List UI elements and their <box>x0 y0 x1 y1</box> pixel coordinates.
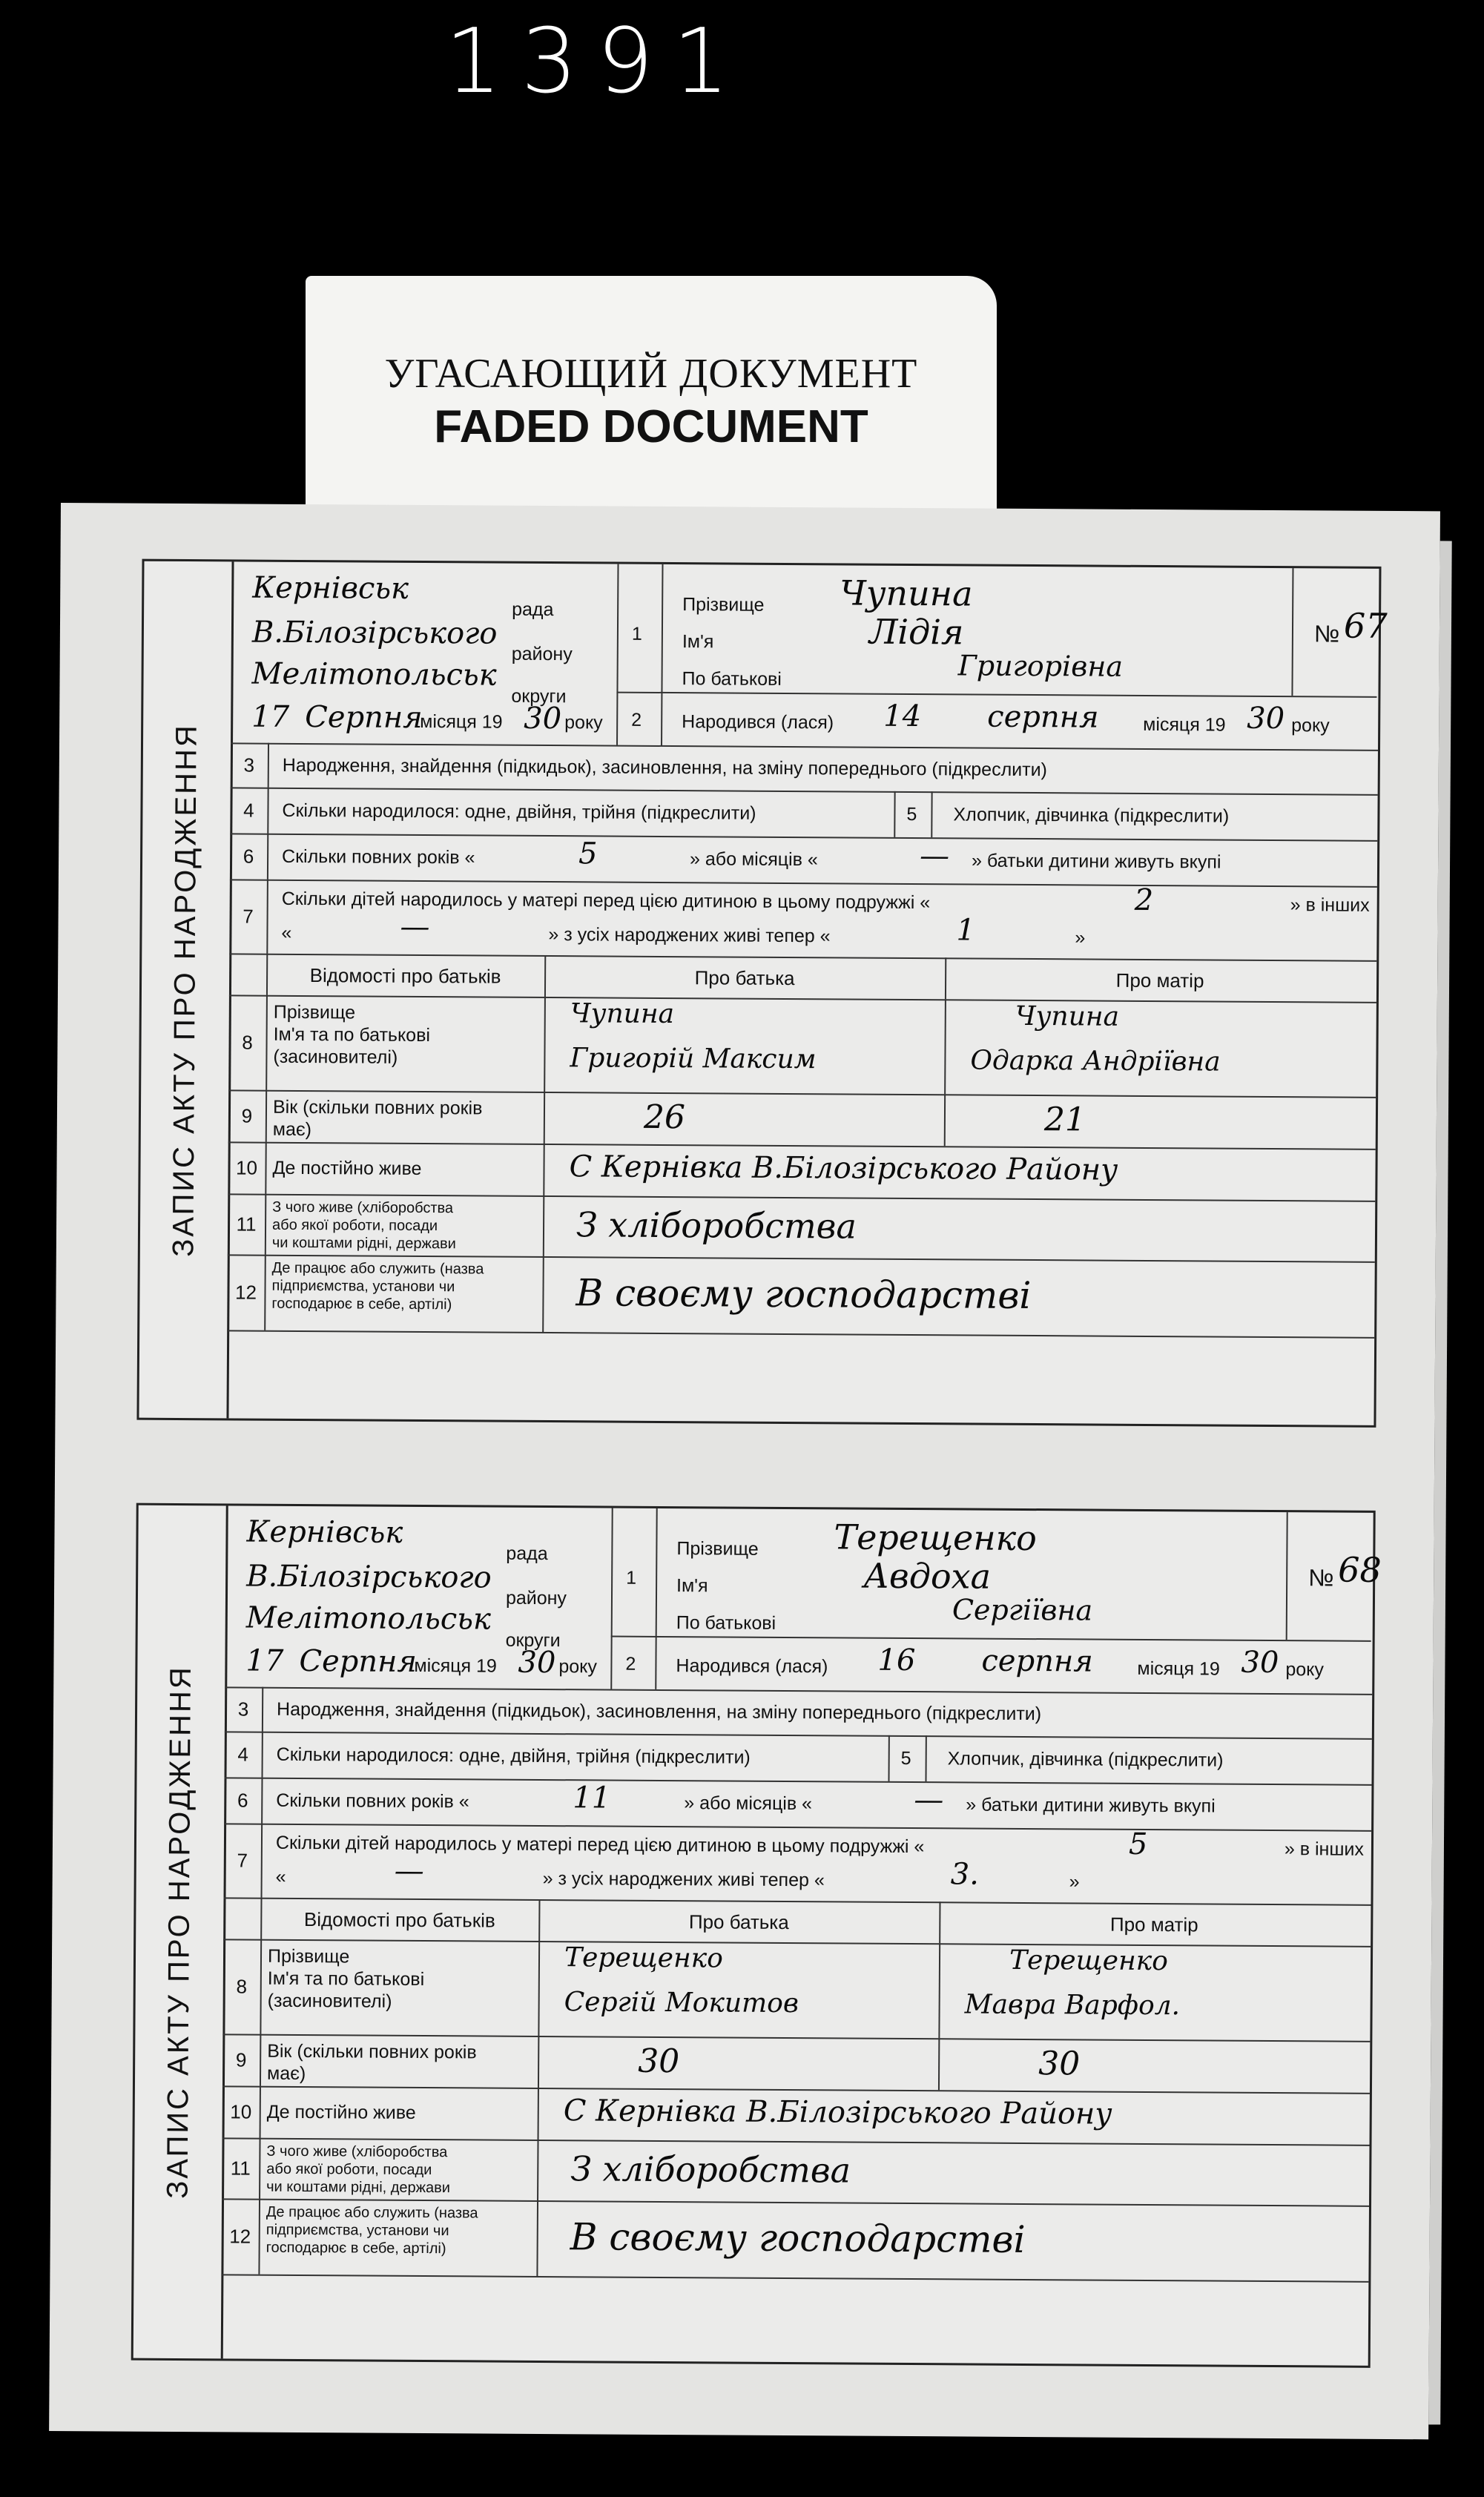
birth-record-form <box>136 559 1388 1428</box>
mother-age-value: 21 <box>1043 1101 1086 1139</box>
reg-misyatsya-label: місяця 19 <box>420 710 503 733</box>
name-label: Ім'я <box>682 631 714 653</box>
row-num-8: 8 <box>222 1939 262 2033</box>
rada-label: рада <box>506 1543 548 1565</box>
mother-name-2-value: Одарка Андріївна <box>970 1045 1221 1078</box>
vertical-title-text: ЗАПИС АКТУ ПРО НАРОДЖЕННЯ <box>167 722 203 1257</box>
row12-label: Де працює або служить (назва підприємства, установи чи господарює в себе, артілі) <box>266 2203 478 2257</box>
mother-name-2-value: Мавра Варфол. <box>964 1989 1181 2022</box>
row-num-5: 5 <box>900 1747 911 1769</box>
patronymic-value: Григорівна <box>957 649 1124 683</box>
row-11 <box>222 2137 1369 2206</box>
page-stack-edge <box>1428 541 1452 2424</box>
row-num-3: 3 <box>231 742 269 787</box>
rayon-value: В.Білозірського <box>251 615 498 651</box>
row8-label: Прізвище Ім'я та по батькові (засиновителі) <box>273 1001 431 1068</box>
mother-age-value: 30 <box>1038 2045 1081 2083</box>
divider <box>542 1256 544 1332</box>
birth-misyatsya-label: місяця 19 <box>1137 1657 1220 1680</box>
father-name-2-value: Сергій Мокитов <box>564 1987 799 2019</box>
row-num-blank <box>229 953 268 994</box>
divider <box>543 1195 545 1256</box>
row11-label: З чого живе (хліборобства або якої роботи, посади чи коштами рідні, держави <box>266 2143 451 2197</box>
father-header-label: Про батька <box>688 1910 789 1934</box>
okrug-label: округи <box>511 685 567 707</box>
row9-label: Вік (скільки повних років має) <box>266 2040 477 2085</box>
faded-label-ru: УГАСАЮЩИЙ ДОКУМЕНТ <box>384 351 918 397</box>
row-num-11: 11 <box>222 2137 260 2198</box>
born-label: Народився (лася) <box>682 711 834 733</box>
reg-roku-label: року <box>564 712 603 733</box>
months-together-value: — <box>914 1783 944 1818</box>
row-num-2: 2 <box>631 709 642 730</box>
divider <box>925 1735 926 1781</box>
number-prefix: № <box>1313 620 1340 647</box>
surname-value: Чупина <box>840 573 973 614</box>
row-num-4: 4 <box>230 787 268 833</box>
children-alive-value: 3. <box>950 1857 980 1892</box>
row-11 <box>228 1193 1375 1262</box>
years-together-value: 5 <box>578 837 598 871</box>
father-header-label: Про батька <box>694 966 795 990</box>
rayon-label: району <box>505 1587 567 1609</box>
divider <box>944 999 946 1094</box>
microfilm-frame-number: 1391 <box>445 10 749 113</box>
row7-label-c: » з усіх народжених живі тепер « <box>542 1868 825 1891</box>
name-value: Лідія <box>868 611 964 653</box>
divider <box>1286 1512 1288 1640</box>
reg-year-value: 30 <box>518 1645 556 1680</box>
row-num-9: 9 <box>222 2033 261 2085</box>
birth-roku-label: року <box>1285 1659 1325 1680</box>
father-name-2-value: Григорій Максим <box>570 1043 817 1075</box>
divider <box>888 1735 889 1781</box>
row-num-8: 8 <box>228 994 268 1089</box>
divider <box>894 791 895 837</box>
divider <box>944 1094 946 1146</box>
divider <box>616 692 1376 698</box>
surname-label: Прізвище <box>682 594 765 616</box>
row7-quote-close: » <box>1075 927 1086 949</box>
vertical-title-text: ЗАПИС АКТУ ПРО НАРОДЖЕННЯ <box>161 1665 197 2199</box>
rada-label: рада <box>512 598 554 621</box>
months-together-value: — <box>919 839 950 874</box>
divider <box>931 791 932 837</box>
row-8 <box>222 1939 1371 2042</box>
row10-label: Де постійно живе <box>266 2101 416 2123</box>
row7-label-a: Скільки дітей народилось у матері перед цією дитиною в цьому подружжі « <box>275 1832 925 1858</box>
row7-quote-close: » <box>1069 1871 1080 1893</box>
reg-day-value: 17 <box>251 699 290 734</box>
row-8 <box>228 994 1376 1098</box>
row6-label-c: » батьки дитини живуть вкупі <box>966 1794 1216 1817</box>
workplace-value: В своєму господарстві <box>576 1271 1032 1318</box>
row7-label-c: » з усіх народжених живі тепер « <box>548 924 831 947</box>
faded-document-label <box>306 276 997 513</box>
born-label: Народився (лася) <box>676 1655 828 1678</box>
row-num-7: 7 <box>224 1823 263 1897</box>
father-name-1-value: Терещенко <box>564 1942 724 1974</box>
header-section <box>231 561 1388 751</box>
divider <box>538 2088 539 2140</box>
row-num-5: 5 <box>906 803 917 825</box>
birth-year-value: 30 <box>1247 701 1285 736</box>
birth-record-form <box>131 1503 1382 2368</box>
divider <box>538 2036 539 2088</box>
divider <box>543 1144 544 1195</box>
livelihood-value: З хліборобства <box>576 1204 857 1247</box>
row-num-10: 10 <box>228 1141 266 1193</box>
divider <box>536 2200 538 2276</box>
birth-month-value: серпня <box>981 1643 1093 1679</box>
row-10 <box>222 2085 1370 2145</box>
row-num-12: 12 <box>227 1254 266 1330</box>
row12-label: Де працює або служить (назва підприємства, установи чи господарює в себе, артілі) <box>271 1259 484 1313</box>
row-num-2: 2 <box>625 1653 636 1675</box>
register-page <box>49 503 1440 2439</box>
row-num-12: 12 <box>221 2198 260 2274</box>
mother-header-label: Про матір <box>1109 1913 1198 1936</box>
row-num-6: 6 <box>230 833 268 879</box>
row-num-blank <box>223 1897 262 1939</box>
row6-label-c: » батьки дитини живуть вкупі <box>971 850 1221 873</box>
divider <box>661 564 663 745</box>
row8-label: Прізвище Ім'я та по батькові (засиновителі) <box>267 1945 425 2012</box>
row6-label-b: » або місяців « <box>689 848 818 871</box>
birth-day-value: 14 <box>883 699 922 734</box>
name-label: Ім'я <box>676 1575 708 1597</box>
row6-label-a: Скільки повних років « <box>276 1790 469 1812</box>
birth-roku-label: року <box>1291 715 1330 736</box>
father-age-value: 26 <box>643 1098 686 1137</box>
row-9 <box>222 2033 1370 2094</box>
rayon-value: В.Білозірського <box>246 1559 492 1595</box>
row11-label: З чого живе (хліборобства або якої роботи, посади чи коштами рідні, держави <box>271 1198 456 1253</box>
row3-label: Народження, знайдення (підкидьок), засиновлення, на зміну попереднього (підкреслити) <box>282 754 1048 781</box>
surname-label: Прізвище <box>676 1538 759 1560</box>
village-value: Кернівськ <box>252 570 409 606</box>
row7-quote-open: « <box>281 922 292 943</box>
father-name-1-value: Чупина <box>570 998 675 1030</box>
row-9 <box>228 1089 1376 1149</box>
reg-misyatsya-label: місяця 19 <box>414 1655 497 1677</box>
patronymic-label: По батькові <box>682 668 782 690</box>
father-age-value: 30 <box>638 2042 680 2081</box>
parents-header-label: Відомості про батьків <box>309 964 501 988</box>
children-before-value: 2 <box>1134 883 1154 918</box>
row-num-10: 10 <box>222 2085 261 2137</box>
row-12 <box>227 1254 1375 1338</box>
number-prefix: № <box>1308 1564 1334 1591</box>
row6-label-a: Скільки повних років « <box>282 845 475 868</box>
row7-quote-open: « <box>275 1866 286 1887</box>
row7-label-b: » в інших <box>1284 1838 1364 1860</box>
residence-value: С Кернівка В.Білозірського Району <box>563 2094 1112 2131</box>
parents-header-label: Відомості про батьків <box>303 1908 495 1932</box>
divider <box>610 1508 613 1689</box>
row4-label: Скільки народилося: одне, двійня, трійня (підкреслити) <box>282 799 756 824</box>
reg-roku-label: року <box>558 1656 598 1678</box>
children-other-value: — <box>394 1853 424 1889</box>
row-num-9: 9 <box>228 1089 267 1141</box>
reg-month-value: Серпня <box>305 700 423 735</box>
row-num-7: 7 <box>229 879 268 953</box>
birth-day-value: 16 <box>877 1643 916 1678</box>
row10-label: Де постійно живе <box>272 1157 422 1179</box>
row-7 <box>229 879 1377 961</box>
divider <box>544 997 546 1092</box>
surname-value: Терещенко <box>834 1517 1037 1559</box>
birth-year-value: 30 <box>1241 1645 1279 1680</box>
village-value: Кернівськ <box>246 1514 403 1550</box>
divider <box>611 1636 1371 1642</box>
record-number: 67 <box>1343 605 1388 646</box>
reg-year-value: 30 <box>524 701 562 736</box>
children-before-value: 5 <box>1128 1827 1148 1861</box>
faded-label-en: FADED DOCUMENT <box>434 401 868 452</box>
row6-label-b: » або місяців « <box>684 1792 813 1815</box>
row4-label: Скільки народилося: одне, двійня, трійня (підкреслити) <box>276 1744 751 1768</box>
row7-label-a: Скільки дітей народилось у матері перед цією дитиною в цьому подружжі « <box>281 888 931 914</box>
patronymic-label: По батькові <box>676 1612 776 1634</box>
row5-label: Хлопчик, дівчинка (підкреслити) <box>953 804 1230 827</box>
reg-day-value: 17 <box>245 1643 284 1678</box>
row5-label: Хлопчик, дівчинка (підкреслити) <box>947 1748 1224 1771</box>
reg-month-value: Серпня <box>299 1643 418 1679</box>
divider <box>938 2038 940 2090</box>
vertical-title <box>133 1505 228 2359</box>
okrug-value: Мелітопольськ <box>251 656 497 693</box>
name-value: Авдоха <box>863 1555 992 1597</box>
vertical-title <box>139 561 234 1419</box>
row-num-1: 1 <box>626 1567 637 1589</box>
row7-label-b: » в інших <box>1290 894 1370 916</box>
divider <box>537 2140 539 2200</box>
okrug-label: округи <box>505 1629 561 1652</box>
workplace-value: В своєму господарстві <box>570 2215 1026 2261</box>
row-num-1: 1 <box>631 623 642 644</box>
row-num-6: 6 <box>224 1777 263 1823</box>
divider <box>938 1943 940 2038</box>
patronymic-value: Сергіївна <box>952 1593 1093 1627</box>
birth-misyatsya-label: місяця 19 <box>1143 713 1226 736</box>
row3-label: Народження, знайдення (підкидьок), засиновлення, на зміну попереднього (підкреслити) <box>276 1698 1042 1725</box>
row9-label: Вік (скільки повних років має) <box>272 1096 483 1141</box>
residence-value: С Кернівка В.Білозірського Району <box>569 1149 1118 1187</box>
livelihood-value: З хліборобства <box>570 2148 851 2191</box>
children-other-value: — <box>400 909 430 945</box>
row-num-4: 4 <box>225 1731 263 1777</box>
row-10 <box>228 1141 1375 1201</box>
row-12 <box>221 2198 1369 2282</box>
birth-month-value: серпня <box>987 699 1099 735</box>
children-alive-value: 1 <box>956 913 976 948</box>
divider <box>655 1508 657 1689</box>
record-number: 68 <box>1338 1549 1382 1590</box>
divider <box>544 1092 545 1144</box>
header-section <box>225 1505 1382 1695</box>
mother-name-1-value: Терещенко <box>1009 1945 1169 1977</box>
divider <box>1291 568 1293 696</box>
okrug-value: Мелітопольськ <box>245 1600 492 1637</box>
years-together-value: 11 <box>573 1781 611 1815</box>
divider <box>538 1941 540 2036</box>
divider <box>616 564 619 745</box>
rayon-label: району <box>511 643 573 665</box>
row-7 <box>224 1823 1372 1905</box>
mother-name-1-value: Чупина <box>1015 1000 1120 1032</box>
row-num-3: 3 <box>225 1686 263 1731</box>
mother-header-label: Про матір <box>1115 969 1204 992</box>
row-num-11: 11 <box>228 1193 266 1254</box>
